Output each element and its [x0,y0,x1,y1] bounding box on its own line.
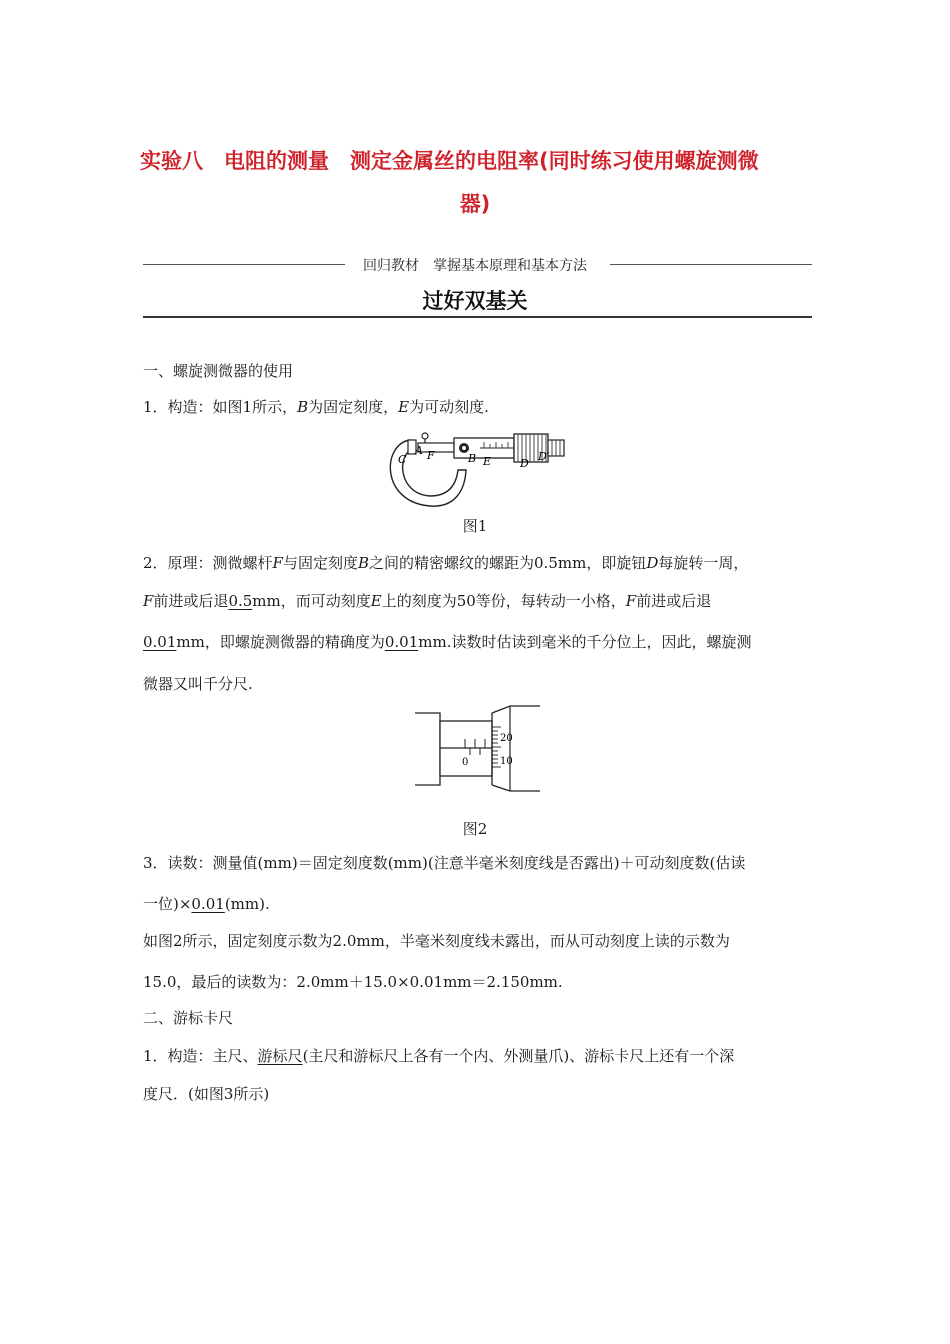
label-A: A [415,444,423,457]
banner-heading: 过好双基关 [422,289,528,313]
banner-bottom-rule [143,316,812,318]
scale-reading-figure [415,703,540,793]
paragraph-principle-line-1: 2．原理：测微螺杆F与固定刻度B之间的精密螺纹的螺距为0.5mm，即旋钮D每旋转一周， [143,554,749,572]
paragraph-reading-line-3: 如图2所示，固定刻度示数为2.0mm，半毫米刻度线未露出，而从可动刻度上读的示数为 [143,932,730,950]
paragraph-vernier-line-1: 1．构造：主尺、游标尺(主尺和游标尺上各有一个内、外测量爪)、游标卡尺上还有一个深 [143,1047,735,1065]
paragraph-principle-line-3: 0.01mm，即螺旋测微器的精确度为0.01mm.读数时估读到毫米的千分位上，因此，螺旋测 [143,633,752,651]
thimble-label-20: 20 [500,733,513,744]
label-D-prime: D′ [538,450,550,463]
label-B: B [468,452,477,465]
label-C: C [398,453,407,466]
label-E: E [483,455,492,468]
thimble-edge [492,706,540,791]
banner-subtitle: 回归教材 掌握基本原理和基本方法 [363,258,587,274]
figure-2-caption: 图2 [462,820,488,838]
paragraph-principle-line-4: 微器又叫千分尺. [143,675,253,693]
page-title-line-1: 实验八 电阻的测量 测定金属丝的电阻率(同时练习使用螺旋测微 [140,149,759,173]
label-F: F [427,449,435,462]
figure-1-caption: 图1 [462,517,488,535]
section-1-heading: 一、螺旋测微器的使用 [143,362,294,380]
spindle [418,443,454,452]
paragraph-reading-line-1: 3．读数：测量值(mm)＝固定刻度数(mm)(注意半毫米刻度线是否露出)＋可动刻度数(估读 [143,854,746,872]
paragraph-reading-line-4: 15.0，最后的读数为：2.0mm＋15.0×0.01mm＝2.150mm. [143,973,563,991]
paragraph-principle-line-2: F前进或后退0.5mm，而可动刻度E上的刻度为50等份，每转动一小格，F前进或后退 [143,592,712,610]
page-title-line-2: 器) [459,192,491,216]
frame-left [415,713,440,785]
label-D: D [520,457,529,470]
sleeve-zero-label: 0 [462,757,469,768]
micrometer-figure [380,430,590,512]
paragraph-construction: 1．构造：如图1所示，B为固定刻度，E为可动刻度. [143,398,489,416]
paragraph-reading-line-2: 一位)×0.01(mm). [143,895,270,913]
thimble-label-10: 10 [500,756,513,767]
section-2-heading: 二、游标卡尺 [143,1009,234,1027]
paragraph-vernier-line-2: 度尺．(如图3所示) [143,1085,270,1103]
lock-knob [422,433,428,439]
